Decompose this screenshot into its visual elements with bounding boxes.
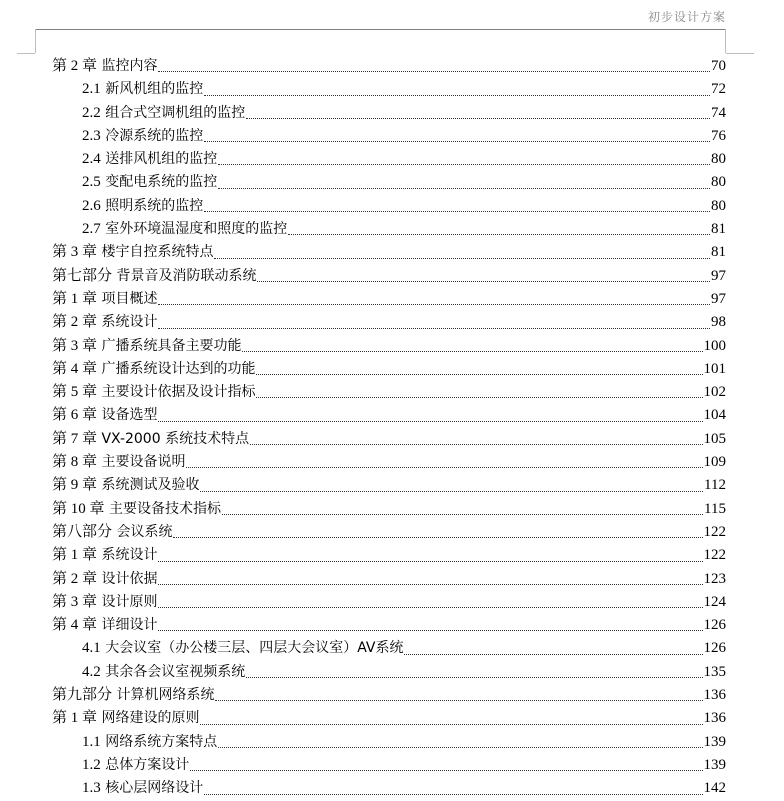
toc-entry-title bbox=[52, 428, 249, 451]
toc-entry[interactable] bbox=[52, 125, 726, 148]
toc-entry-number: 1.2 bbox=[82, 756, 101, 773]
toc-entry-text: 广播系统设计达到的功能 bbox=[101, 360, 256, 377]
toc-entry[interactable] bbox=[52, 241, 726, 264]
toc-entry-title bbox=[52, 381, 255, 404]
dot-leader bbox=[256, 396, 702, 398]
toc-entry-page: 80 bbox=[711, 174, 726, 191]
toc-entry-title bbox=[52, 358, 255, 381]
toc-entry[interactable] bbox=[52, 451, 726, 474]
toc-entry-text: 网络建设的原则 bbox=[101, 710, 200, 727]
toc-entry-page: 101 bbox=[703, 360, 726, 377]
toc-entry-page: 139 bbox=[703, 756, 726, 773]
toc-entry[interactable] bbox=[52, 591, 726, 614]
toc-entry-page: 136 bbox=[703, 710, 726, 727]
toc-entry-title bbox=[82, 731, 217, 754]
toc-entry[interactable] bbox=[52, 637, 726, 660]
toc-entry-number: 第八部分 bbox=[52, 523, 113, 540]
toc-entry-title bbox=[82, 78, 203, 101]
toc-entry-title bbox=[52, 521, 172, 544]
toc-entry-number: 第 3 章 bbox=[52, 337, 98, 354]
toc-entry[interactable] bbox=[52, 265, 726, 288]
toc-entry-text: 核心层网络设计 bbox=[105, 780, 204, 797]
toc-entry-page: 122 bbox=[703, 547, 726, 564]
toc-entry-page: 122 bbox=[703, 523, 726, 540]
toc-entry-title bbox=[82, 102, 245, 125]
dot-leader bbox=[200, 723, 702, 725]
toc-entry-text: 项目概述 bbox=[101, 290, 158, 307]
toc-entry-text: 总体方案设计 bbox=[105, 756, 190, 773]
toc-entry-number: 第 9 章 bbox=[52, 477, 98, 494]
toc-entry-number: 第 1 章 bbox=[52, 710, 98, 727]
toc-entry-number: 1.1 bbox=[82, 733, 101, 750]
toc-entry-page: 70 bbox=[711, 58, 726, 74]
toc-entry[interactable] bbox=[52, 754, 726, 777]
toc-entry-title bbox=[82, 777, 203, 800]
toc-entry[interactable] bbox=[52, 661, 726, 684]
toc-entry-page: 126 bbox=[703, 640, 726, 657]
dot-leader bbox=[288, 233, 710, 235]
toc-entry-text: 其余各会议室视频系统 bbox=[105, 663, 246, 680]
toc-entry-number: 第 10 章 bbox=[52, 500, 105, 517]
toc-entry-text: 背景音及消防联动系统 bbox=[116, 267, 257, 284]
dot-leader bbox=[218, 746, 702, 748]
toc-entry-number: 2.5 bbox=[82, 174, 101, 191]
toc-entry-page: 97 bbox=[711, 267, 726, 284]
toc-entry-number: 第 4 章 bbox=[52, 617, 98, 634]
toc-entry-text: 系统设计 bbox=[101, 547, 158, 564]
toc-entry-number: 第 4 章 bbox=[52, 360, 98, 377]
toc-entry-text: 主要设备技术指标 bbox=[108, 500, 221, 517]
toc-entry-page: 142 bbox=[703, 780, 726, 797]
toc-entry-title bbox=[52, 265, 256, 288]
toc-entry[interactable] bbox=[52, 171, 726, 194]
toc-entry[interactable] bbox=[52, 381, 726, 404]
toc-entry[interactable] bbox=[52, 195, 726, 218]
toc-entry-page: 112 bbox=[704, 477, 726, 494]
toc-entry-number: 2.3 bbox=[82, 127, 101, 144]
toc-entry-text: 系统设计 bbox=[101, 314, 158, 331]
dot-leader bbox=[204, 793, 702, 795]
dot-leader bbox=[257, 280, 710, 282]
toc-entry-page: 115 bbox=[704, 500, 726, 517]
toc-entry-title bbox=[52, 544, 157, 567]
toc-entry-text: 照明系统的监控 bbox=[105, 197, 204, 214]
dot-leader bbox=[158, 606, 702, 608]
toc-entry-title bbox=[82, 661, 245, 684]
toc-entry-text: 楼宇自控系统特点 bbox=[101, 244, 214, 261]
toc-entry-number: 第 1 章 bbox=[52, 290, 98, 307]
toc-entry-title bbox=[82, 195, 203, 218]
toc-entry[interactable] bbox=[52, 358, 726, 381]
toc-entry-number: 2.6 bbox=[82, 197, 101, 214]
toc-entry-title bbox=[52, 311, 157, 334]
toc-entry-number: 第 1 章 bbox=[52, 547, 98, 564]
toc-entry[interactable] bbox=[52, 428, 726, 451]
dot-leader bbox=[246, 676, 702, 678]
crop-mark-left-h bbox=[17, 53, 35, 54]
toc-entry-page: 139 bbox=[703, 733, 726, 750]
toc-entry-page: 126 bbox=[703, 617, 726, 634]
toc-entry-title bbox=[82, 148, 217, 171]
toc-entry-page: 102 bbox=[703, 384, 726, 401]
toc-entry-text: 广播系统具备主要功能 bbox=[101, 337, 242, 354]
dot-leader bbox=[186, 466, 702, 468]
toc-entry-title bbox=[82, 754, 189, 777]
toc-entry[interactable] bbox=[52, 288, 726, 311]
toc-entry-page: 72 bbox=[711, 81, 726, 98]
toc-entry-number: 第 5 章 bbox=[52, 384, 98, 401]
toc-entry-page: 123 bbox=[703, 570, 726, 587]
toc-entry-text: 网络系统方案特点 bbox=[105, 733, 218, 750]
dot-leader bbox=[214, 257, 710, 259]
crop-mark-right bbox=[725, 29, 726, 53]
toc-entry-title bbox=[82, 218, 287, 241]
toc-entry-title bbox=[52, 55, 157, 78]
toc-entry-title bbox=[52, 591, 157, 614]
toc-entry[interactable] bbox=[52, 218, 726, 241]
toc-entry[interactable] bbox=[52, 335, 726, 358]
toc-entry-text: 变配电系统的监控 bbox=[105, 174, 218, 191]
toc-entry-title bbox=[52, 568, 157, 591]
toc-entry-text: VX-2000 系统技术特点 bbox=[101, 430, 250, 447]
dot-leader bbox=[218, 163, 710, 165]
dot-leader bbox=[204, 140, 710, 142]
toc-entry-page: 100 bbox=[703, 337, 726, 354]
toc-entry-title bbox=[52, 335, 241, 358]
dot-leader bbox=[158, 327, 710, 329]
toc-entry-text: 设备选型 bbox=[101, 407, 158, 424]
toc-entry-number: 第 2 章 bbox=[52, 570, 98, 587]
toc-entry[interactable] bbox=[52, 544, 726, 567]
crop-mark-left bbox=[35, 29, 36, 53]
toc-entry-number: 第七部分 bbox=[52, 267, 113, 284]
dot-leader bbox=[158, 70, 710, 72]
toc-entry-page: 105 bbox=[703, 430, 726, 447]
toc-entry-title bbox=[52, 288, 157, 311]
toc-entry-title bbox=[52, 474, 199, 497]
toc-entry-text: 设计依据 bbox=[101, 570, 158, 587]
toc-entry-text: 冷源系统的监控 bbox=[105, 127, 204, 144]
toc-entry-text: 设计原则 bbox=[101, 593, 158, 610]
toc-entry[interactable] bbox=[52, 731, 726, 754]
dot-leader bbox=[218, 187, 710, 189]
dot-leader bbox=[250, 443, 702, 445]
toc-entry-page: 104 bbox=[703, 407, 726, 424]
toc-entry[interactable] bbox=[52, 311, 726, 334]
dot-leader bbox=[158, 420, 702, 422]
toc-entry[interactable] bbox=[52, 777, 726, 800]
toc-entry-number: 1.3 bbox=[82, 780, 101, 797]
toc-entry-text: 送排风机组的监控 bbox=[105, 151, 218, 168]
toc-entry[interactable] bbox=[52, 404, 726, 427]
toc-entry[interactable] bbox=[52, 684, 726, 707]
toc-entry[interactable] bbox=[52, 148, 726, 171]
toc-entry-number: 第 3 章 bbox=[52, 244, 98, 261]
toc-entry-number: 第 2 章 bbox=[52, 58, 98, 74]
header-title: 初步设计方案 bbox=[647, 10, 726, 24]
toc-entry-number: 2.2 bbox=[82, 104, 101, 121]
toc-entry-number: 第 6 章 bbox=[52, 407, 98, 424]
toc-entry-number: 第九部分 bbox=[52, 687, 113, 704]
toc-entry-title bbox=[82, 637, 403, 660]
toc-entry[interactable] bbox=[52, 521, 726, 544]
toc-entry-title bbox=[52, 241, 213, 264]
dot-leader bbox=[222, 513, 703, 515]
toc-entry-page: 136 bbox=[703, 687, 726, 704]
toc-entry[interactable] bbox=[52, 102, 726, 125]
toc-entry[interactable] bbox=[52, 568, 726, 591]
toc-entry-title bbox=[52, 684, 214, 707]
dot-leader bbox=[158, 303, 710, 305]
toc-entry-text: 详细设计 bbox=[101, 617, 158, 634]
toc-entry-page: 76 bbox=[711, 127, 726, 144]
header-rule bbox=[35, 29, 726, 30]
toc-entry[interactable] bbox=[52, 474, 726, 497]
toc-entry-number: 2.1 bbox=[82, 81, 101, 98]
toc-entry-title bbox=[82, 125, 203, 148]
toc-entry-page: 109 bbox=[703, 454, 726, 471]
toc-entry-number: 2.4 bbox=[82, 151, 101, 168]
toc-entry-text: 组合式空调机组的监控 bbox=[105, 104, 246, 121]
toc-entry-page: 98 bbox=[711, 314, 726, 331]
toc-entry-text: 室外环境温湿度和照度的监控 bbox=[105, 221, 288, 238]
dot-leader bbox=[190, 769, 702, 771]
toc-entry-page: 124 bbox=[703, 593, 726, 610]
toc-entry-text: 会议系统 bbox=[116, 523, 173, 540]
dot-leader bbox=[204, 210, 710, 212]
dot-leader bbox=[158, 583, 702, 585]
toc-entry[interactable] bbox=[52, 78, 726, 101]
toc-entry-text: 新风机组的监控 bbox=[105, 81, 204, 98]
toc-entry-number: 4.1 bbox=[82, 640, 101, 657]
dot-leader bbox=[200, 490, 703, 492]
dot-leader bbox=[204, 94, 710, 96]
toc-entry-page: 80 bbox=[711, 151, 726, 168]
toc-entry-page: 81 bbox=[711, 221, 726, 238]
crop-mark-right-h bbox=[726, 53, 754, 54]
toc-entry-text: 监控内容 bbox=[101, 58, 158, 74]
dot-leader bbox=[404, 653, 702, 655]
toc-entry[interactable] bbox=[52, 614, 726, 637]
toc-entry-title bbox=[52, 451, 185, 474]
toc-entry-title bbox=[52, 614, 157, 637]
dot-leader bbox=[242, 350, 702, 352]
toc-entry-text: 计算机网络系统 bbox=[116, 687, 215, 704]
dot-leader bbox=[256, 373, 702, 375]
toc-entry-title bbox=[52, 498, 221, 521]
toc-entry-page: 97 bbox=[711, 290, 726, 307]
dot-leader bbox=[158, 560, 702, 562]
dot-leader bbox=[246, 117, 710, 119]
toc-entry-page: 80 bbox=[711, 197, 726, 214]
toc-entry[interactable] bbox=[52, 55, 726, 78]
toc-entry-title bbox=[52, 404, 157, 427]
toc-entry-number: 第 2 章 bbox=[52, 314, 98, 331]
toc-entry-page: 74 bbox=[711, 104, 726, 121]
dot-leader bbox=[215, 699, 702, 701]
toc-entry[interactable] bbox=[52, 707, 726, 730]
toc-entry-title bbox=[52, 707, 199, 730]
table-of-contents bbox=[52, 55, 726, 801]
toc-entry[interactable] bbox=[52, 498, 726, 521]
dot-leader bbox=[158, 629, 702, 631]
toc-entry-text: 主要设计依据及设计指标 bbox=[101, 384, 256, 401]
toc-entry-text: 系统测试及验收 bbox=[101, 477, 200, 494]
dot-leader bbox=[173, 536, 702, 538]
toc-entry-number: 第 8 章 bbox=[52, 454, 98, 471]
toc-entry-number: 第 3 章 bbox=[52, 593, 98, 610]
toc-entry-title bbox=[82, 171, 217, 194]
toc-entry-number: 4.2 bbox=[82, 663, 101, 680]
toc-entry-page: 135 bbox=[703, 663, 726, 680]
toc-entry-number: 2.7 bbox=[82, 221, 101, 238]
toc-entry-number: 第 7 章 bbox=[52, 430, 98, 447]
toc-entry-text: 大会议室（办公楼三层、四层大会议室）AV系统 bbox=[105, 640, 404, 657]
toc-entry-page: 81 bbox=[711, 244, 726, 261]
toc-entry-text: 主要设备说明 bbox=[101, 454, 186, 471]
